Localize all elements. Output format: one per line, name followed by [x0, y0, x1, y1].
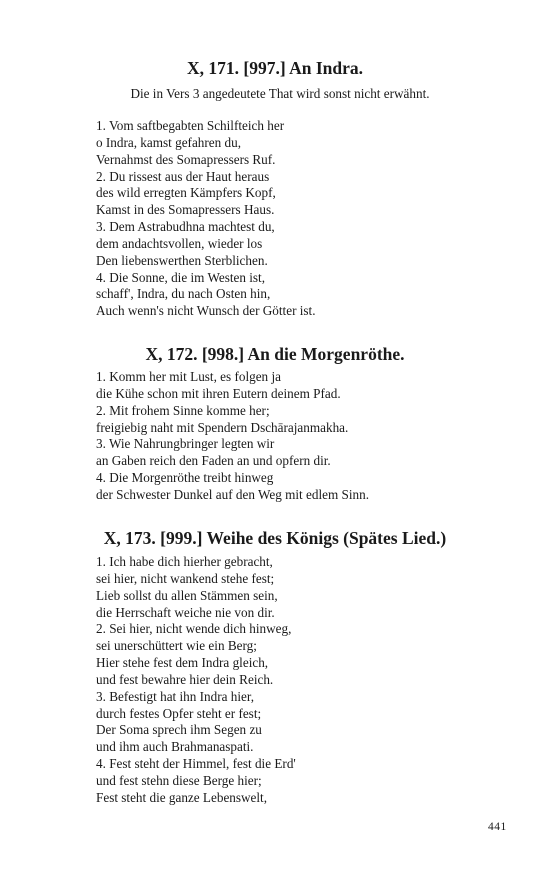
verse-line: 4. Fest steht der Himmel, fest die Erd' — [96, 756, 296, 772]
verse-line: Der Soma sprech ihm Segen zu — [96, 722, 262, 738]
verse-line: durch festes Opfer steht er fest; — [96, 705, 262, 721]
verse-line: 3. Befestigt hat ihn Indra hier, — [96, 688, 255, 704]
verse-line: Auch wenn's nicht Wunsch der Götter ist. — [96, 303, 316, 319]
verse-line: an Gaben reich den Faden an und opfern dir. — [96, 453, 331, 469]
verse-line: sei hier, nicht wankend stehe fest; — [96, 570, 275, 586]
hymn-intro-997: Die in Vers 3 angedeutete That wird sonst nicht erwähnt. — [130, 86, 430, 101]
verse-line: 2. Sei hier, nicht wende dich hinweg, — [96, 621, 292, 637]
verse-line: schaff', Indra, du nach Osten hin, — [96, 286, 271, 302]
verse-block-999 — [96, 554, 296, 807]
verse-line: Lieb sollst du allen Stämmen sein, — [96, 587, 278, 603]
verse-block-998 — [96, 369, 369, 504]
verse-line: 1. Vom saftbegabten Schilfteich her — [96, 118, 285, 133]
verse-line: der Schwester Dunkel auf den Weg mit edlem Sinn. — [96, 486, 370, 502]
verse-line: die Herrschaft weiche nie von dir. — [96, 604, 275, 620]
verse-line: sei unerschüttert wie ein Berg; — [96, 638, 257, 654]
verse-line: des wild erregten Kämpfers Kopf, — [96, 185, 276, 201]
verse-line: Fest steht die ganze Lebenswelt, — [96, 789, 268, 805]
verse-line: o Indra, kamst gefahren du, — [96, 134, 242, 150]
verse-line: 3. Wie Nahrungbringer legten wir — [96, 436, 275, 452]
verse-line: dem andachtsvollen, wieder los — [96, 235, 263, 251]
verse-line: die Kühe schon mit ihren Eutern deinem Pfad. — [96, 385, 341, 401]
verse-line: Kamst in des Somapressers Haus. — [96, 202, 275, 218]
verse-line: Hier stehe fest dem Indra gleich, — [96, 655, 269, 671]
verse-line: 1. Ich habe dich hierher gebracht, — [96, 554, 273, 569]
verse-line: Den liebenswerthen Sterblichen. — [96, 252, 268, 268]
verse-line: 2. Du rissest aus der Haut heraus — [96, 168, 270, 184]
verse-line: 2. Mit frohem Sinne komme her; — [96, 402, 270, 418]
verse-line: 4. Die Morgenröthe treibt hinweg — [96, 470, 274, 486]
verse-line: und fest bewahre hier dein Reich. — [96, 671, 274, 687]
verse-line: 1. Komm her mit Lust, es folgen ja — [96, 369, 281, 384]
verse-line: freigiebig naht mit Spendern Dschārajanmakha. — [96, 419, 349, 435]
hymn-title-999: X, 173. [999.] Weihe des Königs (Spätes Lied.) — [103, 528, 447, 548]
hymn-title-998: X, 172. [998.] An die Morgenröthe. — [145, 344, 405, 364]
verse-line: und ihm auch Brahmanaspati. — [96, 739, 254, 755]
verse-line: Vernahmst des Somapressers Ruf. — [96, 151, 276, 167]
page-number: 441 — [488, 821, 507, 833]
verse-line: 3. Dem Astrabudhna machtest du, — [96, 219, 275, 235]
verse-line: 4. Die Sonne, die im Westen ist, — [96, 269, 266, 285]
hymn-title-997: X, 171. [997.] An Indra. — [187, 58, 363, 78]
verse-line: und fest stehn diese Berge hier; — [96, 772, 262, 788]
verse-block-997 — [96, 118, 316, 320]
